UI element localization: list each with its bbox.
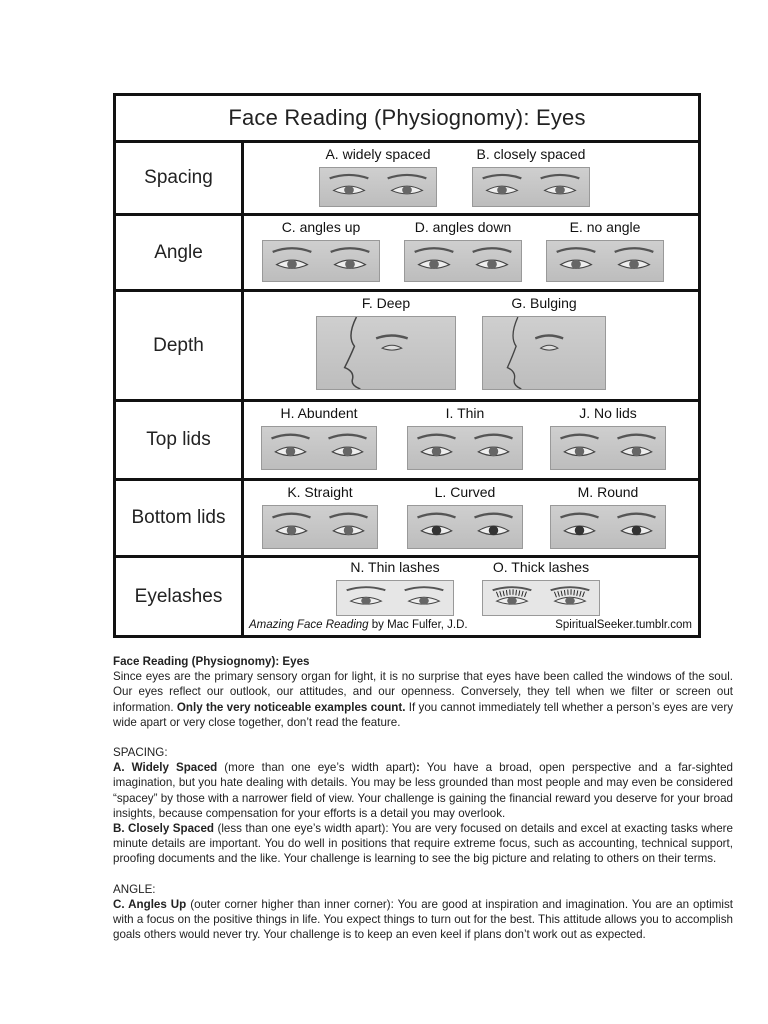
row-angle [116,216,698,292]
eyes-no-angle-image [546,240,664,282]
caption-thick-lashes: O. Thick lashes [492,559,590,575]
closely-spaced-text: (less than one eye’s width apart): You are very focused on details and excel at exacting tasks where minute details are important. You do well in positions that require extreme focus, such as accounting, technical support, proofing documents and the like. Your challenge is learning to see the big picture and relating to others on their terms. [113,822,733,866]
eyes-closely-spaced-image [472,167,590,207]
caption-deep: F. Deep [361,295,411,311]
eyes-curved-image [407,505,523,549]
eyes-thin-lashes-image [336,580,454,616]
eyes-no-lids-image [550,426,666,470]
eyes-round-image [550,505,666,549]
angles-up-title: C. Angles Up [113,897,187,911]
row-label-top-lids: Top lids [116,402,244,478]
row-top-lids [116,402,698,481]
eyes-widely-spaced-image [319,167,437,207]
profile-bulging-image [482,316,606,390]
cell-bulging [482,295,606,390]
caption-thin-lashes: N. Thin lashes [350,559,440,575]
face-reading-chart [113,93,701,638]
widely-spaced-text: You have a broad, open perspective and a far-sighted imagination, but you hate dealing with details. You may be less grounded than most people and may even be considered “spacey” by those with a narrower field of view. Your challenge is gaining the financial reward you deserve for your broad insights, because compensation for your efforts is a detail you may overlook. [113,761,734,820]
row-depth [116,292,698,402]
intro-text-2: If you cannot immediately tell whether a person’s eyes are very wide apart or very close together, don’t read the feature. [113,700,733,729]
caption-closely-spaced: B. closely spaced [476,146,586,162]
cell-angles-down [404,219,522,282]
cell-round [550,484,666,549]
cell-closely-spaced [472,146,590,207]
book-credit [249,619,468,631]
row-eyelashes [116,558,698,635]
cell-abundent [261,405,377,470]
caption-straight: K. Straight [287,484,353,500]
eyes-thin-image [407,426,523,470]
cell-widely-spaced [319,146,437,207]
article-body [113,654,733,942]
cell-no-angle [546,219,664,282]
eyes-straight-image [262,505,378,549]
caption-widely-spaced: A. widely spaced [325,146,431,162]
chart-title: Face Reading (Physiognomy): Eyes [116,96,698,143]
widely-spaced-paragraph [113,760,733,821]
widely-spaced-paren: (more than one eye’s width apart) [217,761,417,775]
row-label-depth: Depth [116,292,244,399]
eyes-thick-lashes-image [482,580,600,616]
angle-header: ANGLE: [113,882,156,896]
spacing-header: SPACING: [113,746,168,760]
row-spacing [116,143,698,216]
caption-curved: L. Curved [434,484,496,500]
cell-thick-lashes [482,559,600,616]
caption-no-angle: E. no angle [569,219,641,235]
row-label-eyelashes: Eyelashes [116,558,244,635]
widely-spaced-colon: : [416,761,420,775]
caption-abundent: H. Abundent [280,405,358,421]
row-label-spacing: Spacing [116,143,244,213]
angles-up-text: (outer corner higher than inner corner): You are good at inspiration and imagination. You are an optimist with a focus on the positive things in life. You expect things to turn out for the best. This attitude allows you to accomplish goals others would never try. Your challenge is to keep an even keel if plans don’t work out as expected. [113,897,734,942]
caption-round: M. Round [577,484,639,500]
row-bottom-lids [116,481,698,558]
eyes-abundent-image [261,426,377,470]
closely-spaced-title: B. Closely Spaced [113,822,214,836]
cell-thin [407,405,523,470]
closely-spaced-paragraph [113,821,733,867]
caption-no-lids: J. No lids [579,405,637,421]
caption-angles-down: D. angles down [414,219,512,235]
row-label-angle: Angle [116,216,244,289]
cell-thin-lashes [336,559,454,616]
book-author: by Mac Fulfer, J.D. [368,619,468,631]
intro-text-1: Since eyes are the primary sensory organ for light, it is no surprise that eyes have been called the windows of the soul. Our eyes reflect our outlook, our attitudes, and our openness. Conversely, they tell when we filter or screen out information. [113,670,733,714]
book-title: Amazing Face Reading [249,619,369,631]
eyes-angles-up-image [262,240,380,282]
profile-deep-image [316,316,456,390]
row-label-bottom-lids: Bottom lids [116,481,244,555]
cell-curved [407,484,523,549]
caption-bulging: G. Bulging [511,295,577,311]
angles-up-paragraph [113,897,733,943]
caption-angles-up: C. angles up [281,219,361,235]
intro-bold-text: Only the very noticeable examples count. [176,700,406,714]
cell-deep [316,295,456,390]
caption-thin: I. Thin [445,405,485,421]
cell-angles-up [262,219,380,282]
cell-no-lids [550,405,666,470]
eyes-angles-down-image [404,240,522,282]
cell-straight [262,484,378,549]
intro-paragraph [113,669,733,730]
article-heading: Face Reading (Physiognomy): Eyes [113,655,310,668]
site-credit: SpiritualSeeker.tumblr.com [555,619,692,631]
widely-spaced-title: A. Widely Spaced [113,761,218,775]
